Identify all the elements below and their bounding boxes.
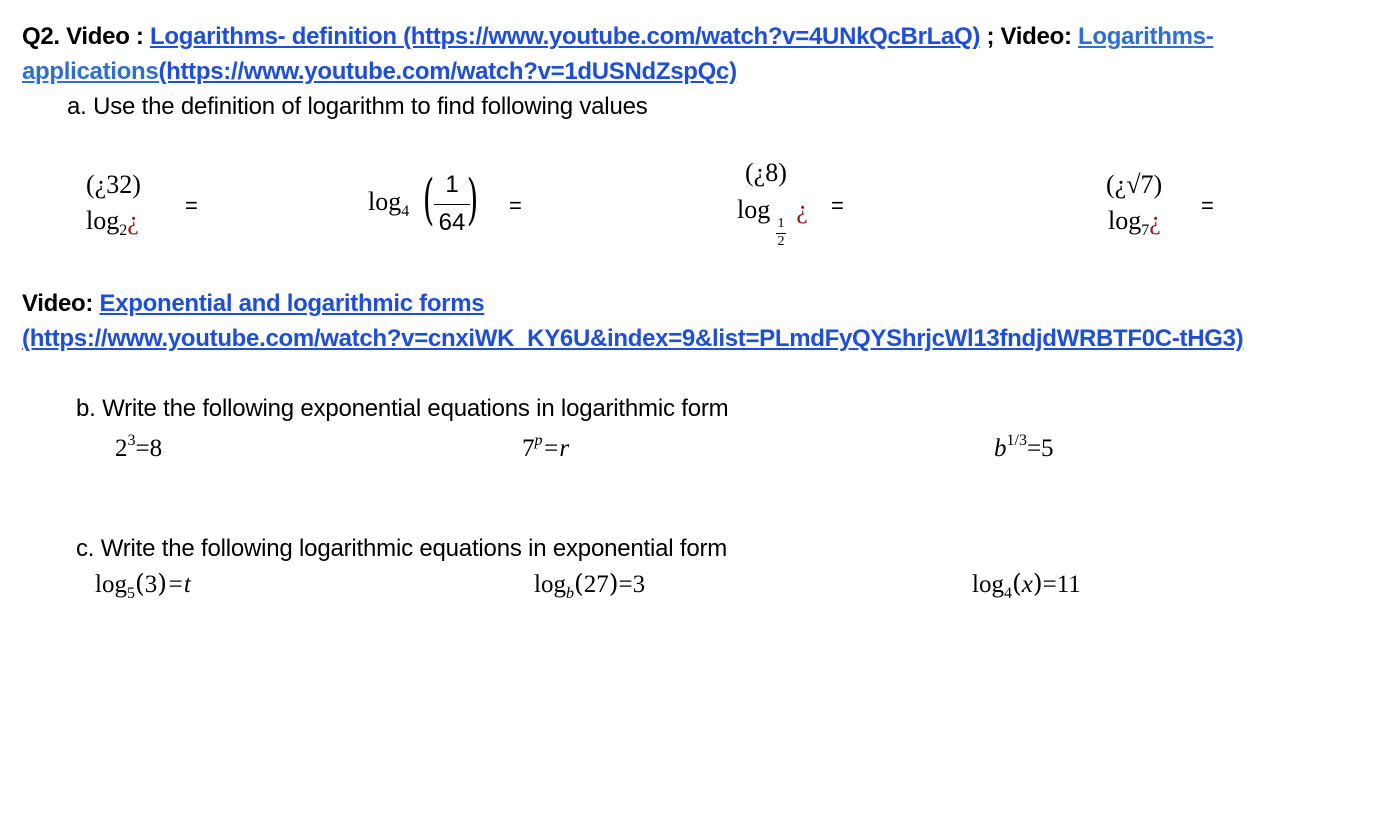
- part-a-item-2: [368, 165, 478, 245]
- base: 7: [522, 435, 535, 462]
- part-a-item-1-top: (¿32): [86, 170, 141, 199]
- part-a-instruction: a. Use the definition of logarithm to find following values: [67, 93, 648, 120]
- video-link-applications-1[interactable]: Logarithms-: [1078, 23, 1214, 50]
- video-link-applications-url[interactable]: (https://www.youtube.com/watch?v=1dUSNdZspQc): [158, 58, 737, 85]
- part-a-item-3: [737, 158, 827, 253]
- part-a-item-2-log: [368, 187, 409, 221]
- q2-label: Q2. Video :: [22, 23, 150, 50]
- right-paren: ): [466, 168, 479, 231]
- log-base: 4: [401, 203, 410, 220]
- log-base: b: [565, 585, 574, 602]
- exponent: 3: [127, 432, 136, 449]
- part-a-item-4: [1106, 170, 1196, 240]
- log-base: 5: [126, 585, 135, 602]
- q2-heading-line2: [22, 58, 737, 86]
- log-text: log: [368, 187, 402, 216]
- left-paren: (: [422, 168, 435, 231]
- fraction-numerator: 1: [445, 171, 459, 198]
- log-text: log: [86, 206, 120, 235]
- part-b-eq-2: [522, 432, 569, 463]
- exponent: p: [534, 432, 543, 449]
- part-a-item-3-top: (¿8): [745, 158, 787, 187]
- log-base: 4: [1003, 585, 1012, 602]
- log-arg: 27: [583, 571, 609, 598]
- rhs: =t: [166, 571, 191, 598]
- video-link-forms-url[interactable]: (https://www.youtube.com/watch?v=cnxiWK_KY6U&index=9&list=PLmdFyQYShrjcWl13fndjdWRBTF0C-tHG3): [22, 325, 1244, 352]
- q2-separator: ; Video:: [980, 23, 1079, 50]
- inverted-question: ¿: [1149, 206, 1161, 235]
- part-a-item-1-bottom: [86, 206, 139, 240]
- part-c-eq-3: $\log_4(x)=11$: [972, 569, 1081, 602]
- part-a-item-1: [86, 170, 186, 240]
- q2-heading-line1: [22, 23, 1213, 51]
- part-a-equals-3: =: [831, 193, 844, 218]
- video2-heading-line1: [22, 290, 484, 318]
- part-b-eq-1: [115, 432, 162, 463]
- rhs: =r: [542, 435, 570, 462]
- part-b-eq-3: [994, 432, 1054, 463]
- rhs: =8: [135, 435, 163, 462]
- rhs: =11: [1042, 571, 1081, 598]
- log-text: log: [534, 571, 566, 598]
- part-a-equals-4: =: [1201, 193, 1214, 218]
- part-c-eq-1: $\log_5(3)=t$: [95, 569, 191, 602]
- log-text: log: [1108, 206, 1142, 235]
- log-arg: 3: [144, 571, 158, 598]
- part-a-equals-1: =: [185, 193, 198, 218]
- video2-label: Video:: [22, 290, 100, 317]
- video-link-definition[interactable]: Logarithms- definition (https://www.youtube.com/watch?v=4UNkQcBrLaQ): [150, 23, 981, 50]
- video2-heading-line2: [22, 325, 1243, 353]
- part-a-equals-2: =: [509, 193, 522, 218]
- base-fraction-num: 1: [777, 216, 785, 231]
- part-a-item-4-bottom: [1108, 206, 1161, 240]
- rhs: =5: [1026, 435, 1054, 462]
- inverted-question: ¿: [127, 206, 139, 235]
- part-a-item-3-bottom: [737, 195, 808, 225]
- fraction-bar: [434, 204, 470, 205]
- log-text: log: [95, 571, 127, 598]
- video-link-forms[interactable]: Exponential and logarithmic forms: [99, 290, 485, 317]
- base: 2: [115, 435, 128, 462]
- inverted-question: ¿: [796, 195, 808, 224]
- log-base: 7: [1141, 222, 1150, 239]
- part-a-item-4-top: (¿√7): [1106, 170, 1163, 199]
- log-text: log: [737, 195, 771, 224]
- log-text: log: [972, 571, 1004, 598]
- base: b: [994, 435, 1007, 462]
- part-c-instruction: c. Write the following logarithmic equations in exponential form: [76, 535, 728, 562]
- video-link-applications-2[interactable]: applications: [22, 58, 159, 85]
- rhs: =3: [618, 571, 646, 598]
- part-b-instruction: b. Write the following exponential equations in logarithmic form: [76, 395, 729, 422]
- part-c-eq-2: $\log_b(27)=3$: [534, 569, 646, 602]
- exponent: 1/3: [1006, 432, 1027, 449]
- fraction-denominator: 64: [438, 209, 466, 236]
- log-arg: x: [1021, 571, 1033, 598]
- log-base: 2: [119, 222, 128, 239]
- base-fraction-den: 2: [777, 234, 785, 249]
